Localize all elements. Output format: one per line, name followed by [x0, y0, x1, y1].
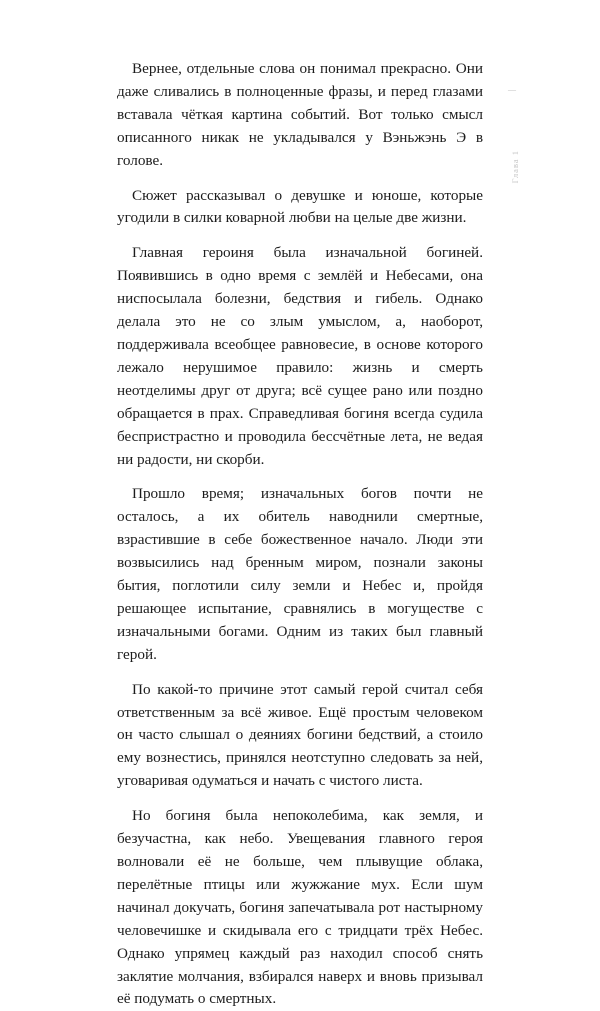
paragraph-3: Главная героиня была изначальной богиней. Появившись в одно время с землёй и Небесами, она ниспосылала болезни, бедствия и гибель. Однако делала это не со злым умыслом, а, наоборот, поддерживала всеобщее равновесие, в основе которого лежало нерушимое правило: жизнь и смерть неотделимы друг от друга; всё сущее рано или поздно обращается в прах. Справедливая богиня всегда судила беспристрастно и проводила бессчётные лета, не ведая ни радости, ни скорби.: [117, 244, 483, 468]
paragraph-1: Вернее, отдельные слова он понимал прекрасно. Они даже сливались в полноценные фразы, и перед глазами вставала чёткая картина событий. Вот только смысл описанного никак не укладывался у Вэньжэнь Э в голове.: [117, 60, 483, 169]
paragraph-4: Прошло время; изначальных богов почти не осталось, а их обитель наводнили смертные, взрастившие в себе божественное начало. Люди эти возвысились над бренным миром, познали законы бытия, поглотили силу земли и Небес и, пройдя решающее испытание, сравнялись в могуществе с изначальными богами. Одним из таких был главный герой.: [117, 485, 483, 663]
paragraph-5: По какой-то причине этот самый герой считал себя ответственным за всё живое. Ещё простым человеком он часто слышал о деяниях богини бедствий, а стоило ему вознестись, принялся неотступно следовать за ней, уговаривая одуматься и начать с чистого листа.: [117, 680, 483, 790]
running-head: Глава 1: [510, 150, 520, 184]
paragraph-6: Но богиня была непоколебима, как земля, и безучастна, как небо. Увещевания главного героя волновали её не больше, чем плывущие облака, перелётные птицы или жужжание мух. Если шум начинал докучать, богиня запечатывала рот настырному человечишке и скидывала его с тридцати трёх Небес. Однако упрямец каждый раз находил способ снять заклятие молчания, взбирался наверх и вновь призывал её подумать о смертных.: [117, 807, 483, 1008]
body-text: [117, 58, 483, 1011]
paragraph-2: Сюжет рассказывал о девушке и юноше, которые угодили в силки коварной любви на целые две жизни.: [117, 186, 483, 227]
margin-mark: —: [508, 85, 516, 94]
